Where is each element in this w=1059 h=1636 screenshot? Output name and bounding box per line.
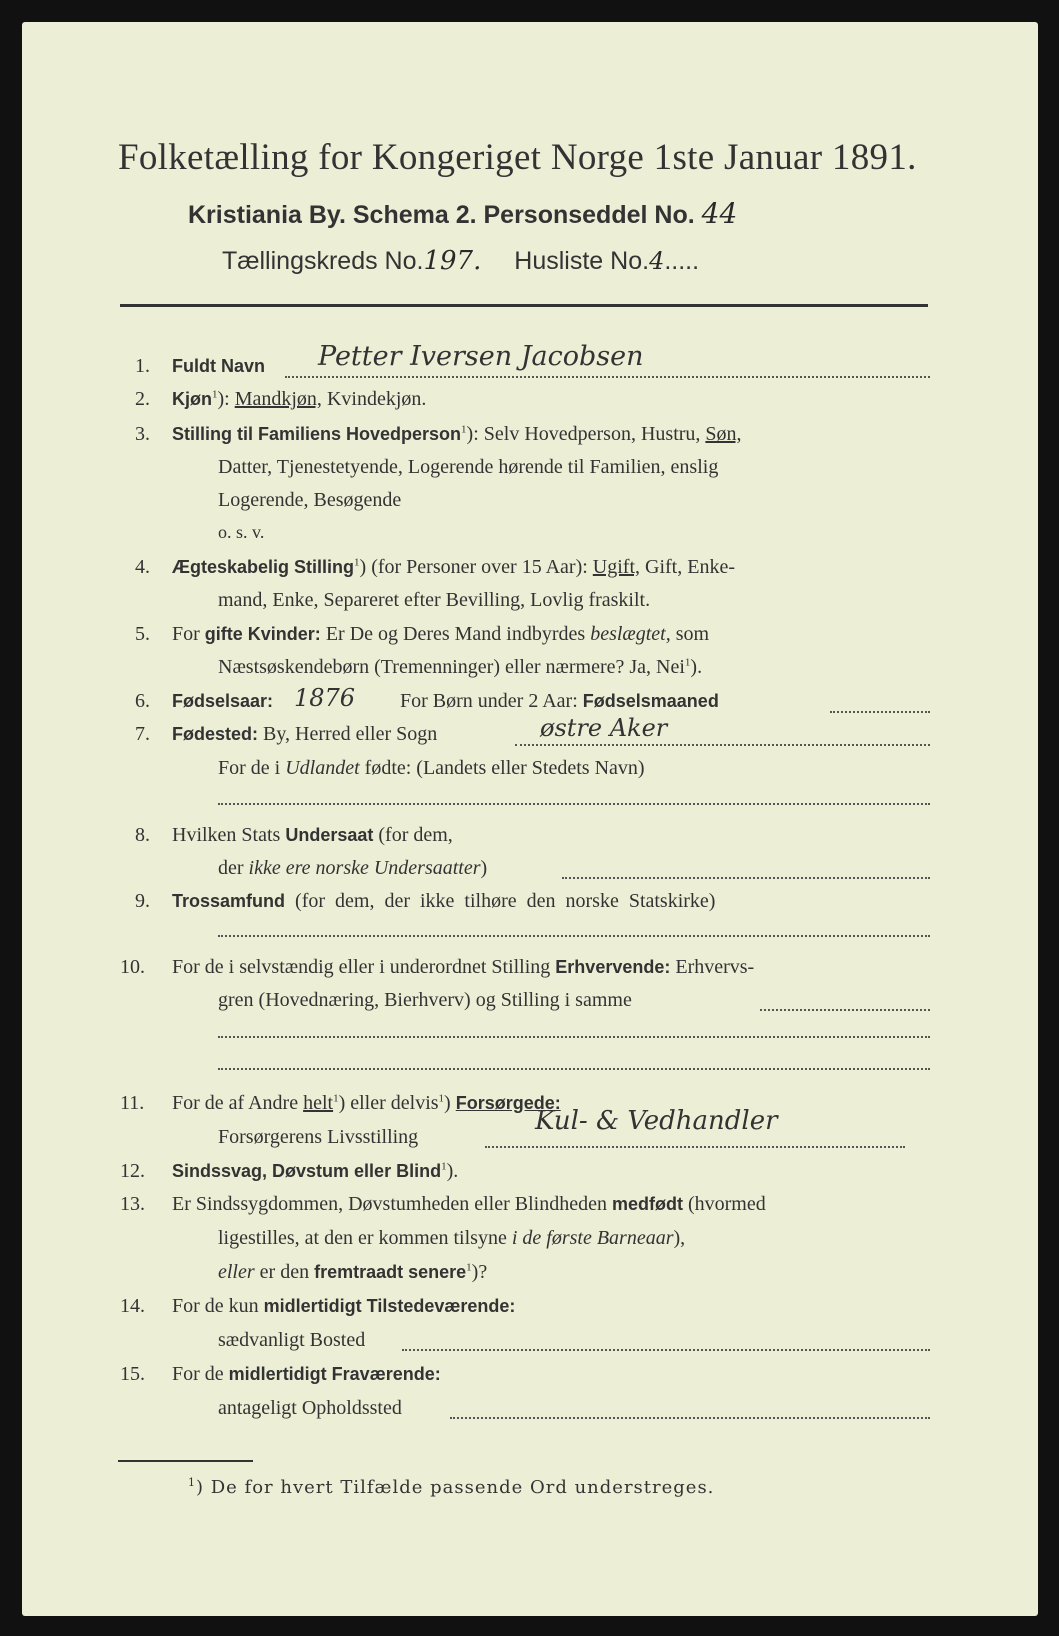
item-13-line2: ligestilles, at den er kommen tilsyne i de første Barneaar),: [218, 1227, 686, 1249]
full-name-value: Petter Iversen Jacobsen: [318, 341, 644, 372]
item-number-13: 13.: [120, 1193, 145, 1215]
schema-line: [188, 197, 737, 230]
item-14-line2: sædvanligt Bosted: [218, 1329, 366, 1351]
item-4-line1: Ægteskabelig Stilling$^1$) (for Personer over 15 Aar): Ugift, Gift, Enke-: [172, 556, 735, 578]
district-label: Tællingskreds No.: [222, 247, 424, 275]
footnote-rule: [118, 1460, 253, 1462]
item-number-12: 12.: [120, 1160, 145, 1182]
item-14-line2-dots: [402, 1349, 930, 1351]
item-9-line1: Trossamfund (for dem, der ikke tilhøre den norske Statskirke): [172, 890, 716, 912]
item-5-line2: Næstsøskendebørn (Tremenninger) eller nærmere? Ja, Nei$^1$).: [218, 656, 703, 678]
item-11-line2-dots: [485, 1146, 905, 1148]
item-number-2: 2.: [135, 388, 150, 410]
item-3-line4: o. s. v.: [218, 522, 265, 542]
item-4-line2: mand, Enke, Separeret efter Bevilling, Lovlig fraskilt.: [218, 589, 651, 611]
item-5-line1: For gifte Kvinder: Er De og Deres Mand indbyrdes beslægtet, som: [172, 623, 710, 645]
provider-occupation-value: Kul- & Vedhandler: [535, 1106, 778, 1136]
item-10-line3-dots: [218, 1036, 930, 1038]
district-line: Tællingskreds No.197. Husliste No.4.....: [222, 246, 700, 276]
item-8-line2: der ikke ere norske Undersaatter): [218, 857, 488, 879]
item-12-line1: Sindssvag, Døvstum eller Blind$^1$).: [172, 1160, 459, 1182]
item-number-7: 7.: [135, 723, 150, 745]
item-7-line3-dots: [218, 803, 930, 805]
item-number-9: 9.: [135, 890, 150, 912]
item-number-8: 8.: [135, 824, 150, 846]
item-6-line: Fødselsaar:: [172, 691, 274, 711]
item-3-line3: Logerende, Besøgende: [218, 489, 402, 511]
item-1-label: Fuldt Navn: [172, 356, 265, 376]
item-number-4: 4.: [135, 556, 150, 578]
item-10-line2-dots: [760, 1009, 930, 1011]
item-11-line1: For de af Andre helt$^1$) eller delvis$^1$) Forsørgede:: [172, 1092, 561, 1114]
item-15-line2: antageligt Opholdssted: [218, 1397, 402, 1419]
birth-year-value: 1876: [294, 684, 356, 712]
header-rule: [120, 304, 928, 307]
item-6-line-dots: [830, 711, 930, 713]
schema-label: Kristiania By. Schema 2. Personseddel No.: [188, 201, 695, 229]
footnote: $^1$) De for hvert Tilfælde passende Ord understreges.: [188, 1476, 715, 1498]
item-number-6: 6.: [135, 690, 150, 712]
item-10-line2: gren (Hovednæring, Bierhverv) og Stilling i samme: [218, 989, 632, 1011]
birthplace-value: østre Aker: [540, 714, 668, 742]
husliste-number: 4: [649, 247, 665, 275]
item-7-line2: For de i Udlandet fødte: (Landets eller Stedets Navn): [218, 757, 645, 779]
item-6-mid: For Børn under 2 Aar: Fødselsmaaned: [400, 690, 719, 712]
item-9-line-dots: [218, 935, 930, 937]
item-3-line2: Datter, Tjenestetyende, Logerende hørende til Familien, enslig: [218, 456, 719, 478]
item-14-line1: For de kun midlertidigt Tilstedeværende:: [172, 1295, 516, 1317]
item-11-line2: Forsørgerens Livsstilling: [218, 1126, 419, 1148]
form-title: Folketælling for Kongeriget Norge 1ste Januar 1891.: [118, 137, 917, 178]
item-8-line-dots: [562, 877, 930, 879]
item-number-14: 14.: [120, 1295, 145, 1317]
item-13-line1: Er Sindssygdommen, Døvstumheden eller Blindheden medfødt (hvormed: [172, 1193, 766, 1215]
item-3-line1: Stilling til Familiens Hovedperson$^1$): Selv Hovedperson, Hustru, Søn,: [172, 423, 742, 445]
item-number-1: 1.: [135, 355, 150, 377]
item-15-line2-dots: [450, 1417, 930, 1419]
item-1-line: [285, 376, 930, 378]
item-13-line3: eller er den fremtraadt senere$^1$)?: [218, 1261, 488, 1283]
item-10-line4-dots: [218, 1068, 930, 1070]
item-10-line1: For de i selvstændig eller i underordnet Stilling Erhvervende: Erhvervs-: [172, 956, 755, 978]
item-number-11: 11.: [120, 1092, 145, 1114]
item-number-3: 3.: [135, 423, 150, 445]
husliste-label: Husliste No.: [514, 247, 650, 275]
item-7-line1: Fødested: By, Herred eller Sogn: [172, 723, 438, 745]
item-number-10: 10.: [120, 956, 145, 978]
item-7-line-dots: [515, 744, 930, 746]
item-8-line1: Hvilken Stats Undersaat (for dem,: [172, 824, 453, 846]
item-2-text: Kjøn$^1$): Mandkjøn, Kvindekjøn.: [172, 388, 427, 410]
item-15-line1: For de midlertidigt Fraværende:: [172, 1363, 441, 1385]
district-number: 197.: [423, 246, 482, 276]
item-number-5: 5.: [135, 623, 150, 645]
personseddel-number: 44: [701, 197, 738, 230]
item-number-15: 15.: [120, 1363, 145, 1385]
